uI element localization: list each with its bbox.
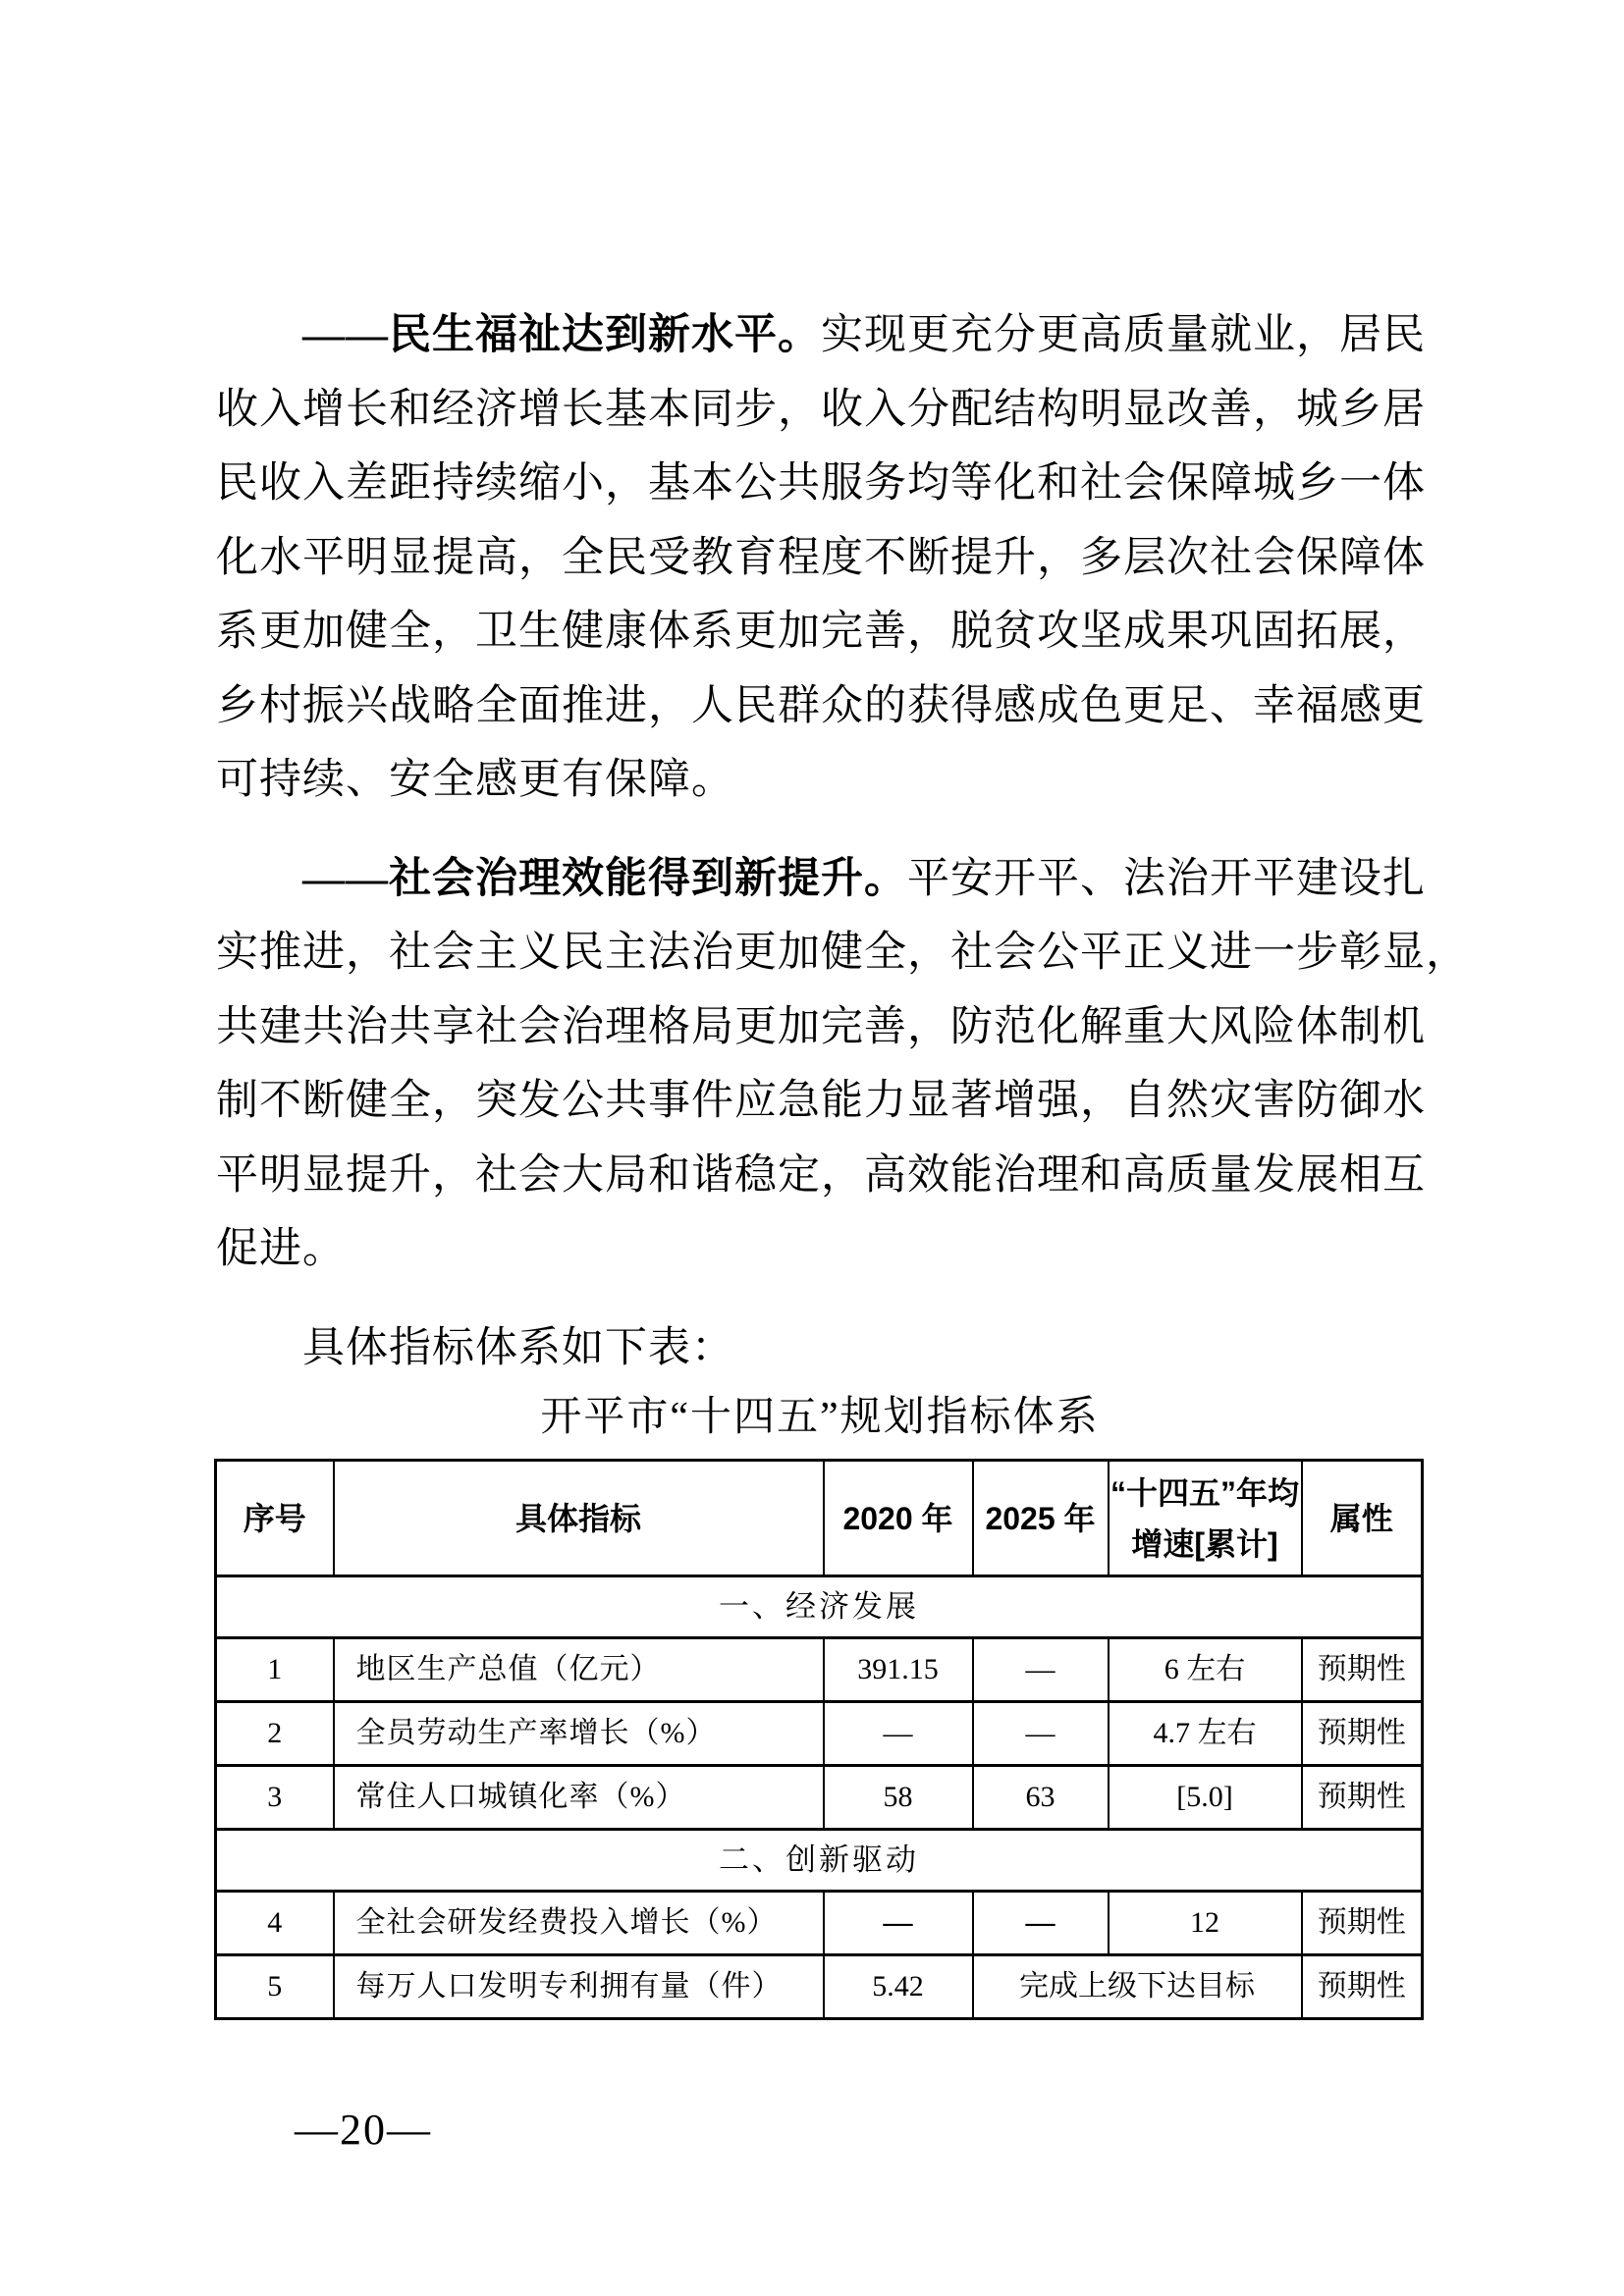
paragraph-table-intro [216,1311,1424,1386]
text-line: 平明显提升，社会大局和谐稳定，高效能治理和高质量发展相互 [216,1151,1426,1199]
cell-indicator: 全社会研发经费投入增长（%） [334,1892,824,1955]
cell-2020: — [824,1702,973,1766]
section-label: 一、经济发展 [216,1576,1423,1638]
text-line: 促进。 [216,1226,346,1272]
paragraph-lead-bold: ——民生福祉达到新水平。 [302,312,821,358]
section-row-innovation [216,1830,1423,1892]
text-line: 可持续、安全感更有保障。 [216,757,734,803]
indicator-table [214,1459,1424,2020]
table-row [216,1702,1423,1766]
text-line: 实推进，社会主义民主法治更加健全，社会公平正义进一步彰显， [216,930,1469,976]
cell-indicator: 地区生产总值（亿元） [334,1638,824,1702]
text-line: 制不断健全，突发公共事件应急能力显著增强，自然灾害防御水 [216,1078,1426,1124]
cell-attr: 预期性 [1302,1638,1423,1702]
cell-growth: [5.0] [1109,1766,1302,1830]
paragraph-text: 实现更充分更高质量就业，居民 [821,312,1426,358]
page-number: —20— [295,2106,432,2154]
table-row [216,1892,1423,1955]
paragraph-lead-bold: ——社会治理效能得到新提升。 [302,855,907,902]
cell-merged-target: 完成上级下达目标 [973,1955,1302,2019]
text-line: 乡村振兴战略全面推进，人民群众的获得感成色更足、幸福感更 [216,682,1426,729]
table-row [216,1638,1423,1702]
cell-2020: 5.42 [824,1955,973,2019]
text-line: 系更加健全，卫生健康体系更加完善，脱贫攻坚成果巩固拓展， [216,609,1426,655]
cell-attr: 预期性 [1302,1892,1423,1955]
header-no: 序号 [216,1461,334,1576]
body-text [216,298,1469,1385]
cell-growth: 4.7 左右 [1109,1702,1302,1766]
text-line: 共建共治共享社会治理格局更加完善，防范化解重大风险体制机 [216,1003,1426,1050]
cell-2020: 391.15 [824,1638,973,1702]
cell-no: 4 [216,1892,334,1955]
text-line [216,842,1424,917]
text-line [216,298,1424,373]
cell-growth: 6 左右 [1109,1638,1302,1702]
cell-no: 1 [216,1638,334,1702]
header-2020: 2020 年 [824,1461,973,1576]
table-row [216,1766,1423,1830]
text-line: 具体指标体系如下表： [302,1324,734,1371]
cell-2025: 63 [973,1766,1109,1830]
cell-no: 2 [216,1702,334,1766]
section-label: 二、创新驱动 [216,1830,1423,1892]
header-2025: 2025 年 [973,1461,1109,1576]
paragraph-governance [216,842,1469,1287]
table-title: 开平市“十四五”规划指标体系 [540,1395,1100,1440]
cell-indicator: 常住人口城镇化率（%） [334,1766,824,1830]
cell-2020: 58 [824,1766,973,1830]
paragraph-text: 平安开平、法治开平建设扎 [907,855,1426,902]
cell-no: 5 [216,1955,334,2019]
table-row [216,1955,1423,2019]
cell-indicator: 全员劳动生产率增长（%） [334,1702,824,1766]
cell-attr: 预期性 [1302,1955,1423,2019]
header-growth: “十四五”年均增速[累计] [1109,1461,1302,1576]
text-line: 化水平明显提高，全民受教育程度不断提升，多层次社会保障体 [216,534,1426,581]
header-indicator: 具体指标 [334,1461,824,1576]
cell-2020: — [824,1892,973,1955]
paragraph-livelihood [216,298,1424,818]
text-line: 民收入差距持续缩小，基本公共服务均等化和社会保障城乡一体 [216,460,1426,507]
header-attr: 属性 [1302,1461,1423,1576]
cell-2025: — [973,1702,1109,1766]
cell-2025: — [973,1892,1109,1955]
table-header-row [216,1461,1423,1576]
cell-no: 3 [216,1766,334,1830]
cell-attr: 预期性 [1302,1702,1423,1766]
cell-attr: 预期性 [1302,1766,1423,1830]
cell-2025: — [973,1638,1109,1702]
section-row-economy [216,1576,1423,1638]
cell-growth: 12 [1109,1892,1302,1955]
text-line: 收入增长和经济增长基本同步，收入分配结构明显改善，城乡居 [216,386,1426,433]
cell-indicator: 每万人口发明专利拥有量（件） [334,1955,824,2019]
